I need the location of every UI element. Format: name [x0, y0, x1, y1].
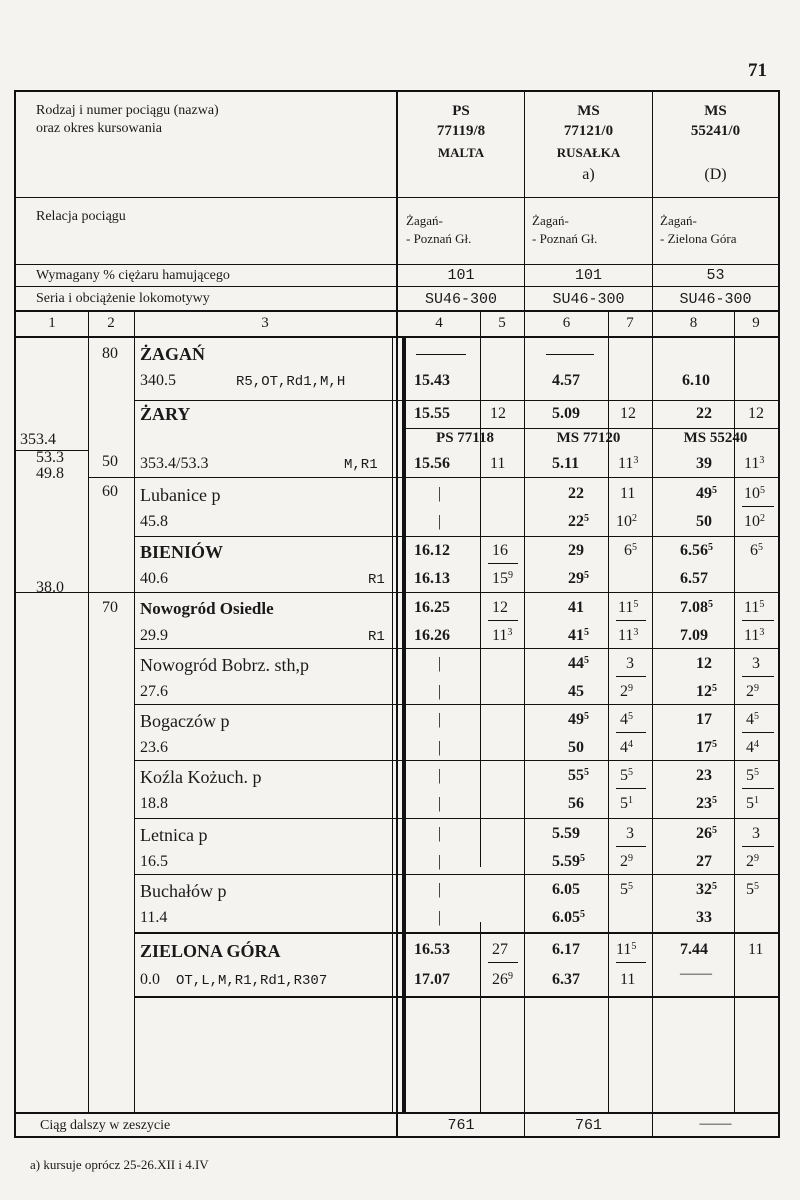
station-km: 353.4/53.3: [140, 455, 209, 472]
col-number-6: 6: [562, 315, 571, 331]
footer-row-label: Ciąg dalszy w zeszycie: [40, 1118, 171, 1133]
col1-value: 353.4: [20, 431, 56, 448]
time: 50: [696, 513, 712, 530]
train-3-number: 55241/0: [690, 123, 741, 139]
station-codes: R1: [368, 572, 385, 588]
loco-label: Seria i obciążenie lokomotywy: [36, 291, 210, 306]
train-3-category: MS: [704, 103, 727, 119]
minutes: $11^3$: [618, 455, 639, 472]
col-number-4: 4: [435, 315, 443, 331]
station-km: 40.6: [140, 570, 168, 587]
brake-value-3: 53: [706, 267, 725, 284]
minutes: $11^5$: [616, 941, 637, 958]
pass-mark: |: [438, 739, 442, 756]
minutes: 12: [492, 599, 508, 616]
time: 6.56$^5$: [680, 542, 713, 559]
time: 27: [696, 853, 712, 870]
train-1-name: MALTA: [437, 145, 485, 160]
station-codes: M,R1: [344, 457, 378, 473]
minutes: 3: [626, 825, 634, 842]
col-number-2: 2: [107, 315, 115, 331]
minutes: $5^5$: [620, 767, 633, 784]
minutes: $2^9$: [746, 683, 759, 700]
col-number-1: 1: [48, 315, 56, 331]
time: $44^5$: [568, 655, 589, 672]
return-train-1: PS 77118: [436, 430, 494, 446]
minutes: $11^5$: [618, 599, 639, 616]
col-number-9: 9: [752, 315, 760, 331]
page-number: 71: [748, 60, 767, 81]
pass-mark: |: [438, 655, 442, 672]
train-1-number: 77119/8: [436, 123, 486, 139]
col1-value: 38.0: [36, 579, 64, 596]
station-name: ZIELONA GÓRA: [140, 941, 281, 961]
time: $49^5$: [568, 711, 589, 728]
loco-value-3: SU46-300: [679, 291, 752, 308]
minutes: 12: [620, 405, 636, 422]
minutes: $5^1$: [620, 795, 633, 812]
relacja-1-from: Żagań-: [406, 213, 443, 228]
train-3-note: (D): [704, 166, 727, 183]
time: 50: [568, 739, 584, 756]
station-km: 29.9: [140, 627, 168, 644]
minutes: $5^5$: [746, 767, 759, 784]
pass-mark: |: [438, 795, 442, 812]
station-km: 340.5: [140, 372, 176, 389]
station-km: 0.0: [140, 971, 160, 988]
pass-mark: |: [438, 881, 442, 898]
time: $23^5$: [696, 795, 717, 812]
train-2-note: a): [582, 166, 595, 183]
time: 16.53: [414, 941, 450, 958]
time: 56: [568, 795, 584, 812]
return-train-2: MS 77120: [556, 430, 621, 446]
minutes: $2^9$: [746, 853, 759, 870]
time: 6.05: [552, 881, 580, 898]
time: $32^5$: [696, 881, 717, 898]
station-km: 45.8: [140, 513, 168, 530]
train-1-category: PS: [452, 103, 470, 119]
train-2-number: 77121/0: [563, 123, 614, 139]
station-name: Nowogród Bobrz. sth,p: [140, 655, 309, 675]
station-name: ŻAGAŃ: [140, 344, 206, 364]
loco-value-1: SU46-300: [424, 291, 497, 308]
minutes: 27: [492, 941, 508, 958]
relacja-label: Relacja pociągu: [36, 209, 126, 224]
pass-mark: |: [438, 767, 442, 784]
minutes: $11^3$: [492, 627, 513, 644]
time: 16.25: [414, 599, 450, 616]
station-name: Koźla Kożuch. p: [140, 767, 262, 787]
time: 6.17: [552, 941, 580, 958]
station-codes: R1: [368, 629, 385, 645]
speed-value: 50: [102, 453, 118, 470]
time: 4.57: [552, 372, 580, 389]
relacja-2-to: - Poznań Gł.: [532, 231, 598, 246]
col-number-8: 8: [689, 315, 698, 331]
pass-mark: |: [438, 513, 442, 530]
time: 6.57: [680, 570, 708, 587]
time: 5.09: [552, 405, 580, 422]
time: 16.26: [414, 627, 450, 644]
speed-value: 70: [102, 599, 118, 616]
minutes: 3: [626, 655, 634, 672]
minutes: $26^9$: [492, 971, 513, 988]
pass-mark: |: [438, 485, 442, 502]
time: 23: [696, 767, 712, 784]
minutes: $11^5$: [744, 599, 765, 616]
time: 39: [696, 455, 712, 472]
minutes: $2^9$: [620, 683, 633, 700]
time: 41: [568, 599, 584, 616]
time: $22^5$: [568, 513, 589, 530]
time: $29^5$: [568, 570, 589, 587]
relacja-3-to: - Zielona Góra: [660, 231, 737, 246]
time: 33: [696, 909, 712, 926]
col-number-3: 3: [261, 315, 269, 331]
station-name: Lubanice p: [140, 485, 221, 505]
station-name: Letnica p: [140, 825, 208, 845]
pass-mark: |: [438, 711, 442, 728]
time: 22: [696, 405, 712, 422]
station-codes: OT,L,M,R1,Rd1,R307: [176, 973, 328, 989]
time: $55^5$: [568, 767, 589, 784]
time: 45: [568, 683, 584, 700]
station-km: 18.8: [140, 795, 168, 812]
brake-label: Wymagany % ciężaru hamującego: [36, 268, 230, 283]
time: 16.13: [414, 570, 450, 587]
time: 5.59$^5$: [552, 853, 585, 870]
train-2-category: MS: [577, 103, 600, 119]
station-name: BIENIÓW: [140, 542, 224, 562]
time: 7.09: [680, 627, 708, 644]
speed-value: 60: [102, 483, 118, 500]
minutes: $6^5$: [750, 542, 763, 559]
pass-mark: |: [438, 909, 442, 926]
minutes: $5^5$: [746, 881, 759, 898]
minutes: $4^4$: [746, 739, 759, 756]
relacja-3-from: Żagań-: [660, 213, 697, 228]
pass-mark: |: [438, 853, 442, 870]
minutes: 12: [748, 405, 764, 422]
time: 5.11: [552, 455, 580, 472]
relacja-2-from: Żagań-: [532, 213, 569, 228]
return-train-3: MS 55240: [683, 430, 748, 446]
col1-value: 53.3: [36, 449, 64, 466]
pass-mark: |: [438, 825, 442, 842]
col1-value: 49.8: [36, 465, 64, 482]
station-km: 16.5: [140, 853, 168, 870]
time: 7.08$^5$: [680, 599, 713, 616]
station-name: Buchałów p: [140, 881, 227, 901]
minutes: 11: [620, 971, 636, 988]
minutes: 11: [620, 485, 636, 502]
time: 12: [696, 655, 712, 672]
loco-value-2: SU46-300: [552, 291, 625, 308]
footer-value-2: 761: [574, 1117, 602, 1134]
minutes: 11: [490, 455, 506, 472]
brake-value-2: 101: [574, 267, 602, 284]
station-codes: R5,OT,Rd1,M,H: [236, 374, 346, 390]
time: 7.44: [680, 941, 708, 958]
relacja-1-to: - Poznań Gł.: [406, 231, 472, 246]
time: $49^5$: [696, 485, 717, 502]
minutes: 3: [752, 655, 760, 672]
pass-mark: |: [438, 683, 442, 700]
station-name: ŻARY: [140, 404, 191, 424]
station-name: Bogaczów p: [140, 711, 230, 731]
time: 6.10: [682, 372, 710, 389]
minutes: $5^5$: [620, 881, 633, 898]
minutes: $6^5$: [624, 542, 637, 559]
minutes: $15^9$: [492, 570, 513, 587]
minutes: $4^4$: [620, 739, 633, 756]
time: 15.55: [414, 405, 450, 422]
time: 17.07: [414, 971, 450, 988]
time: $12^5$: [696, 683, 717, 700]
footer-value-3: ——: [699, 1115, 732, 1132]
minutes: 11: [748, 941, 764, 958]
minutes: 16: [492, 542, 508, 559]
minutes: 3: [752, 825, 760, 842]
minutes: 12: [490, 405, 506, 422]
time: 17: [696, 711, 712, 728]
train-2-name: RUSAŁKA: [556, 145, 621, 160]
time: ——: [680, 965, 712, 982]
time: 6.37: [552, 971, 580, 988]
time: 15.56: [414, 455, 450, 472]
minutes: $5^1$: [746, 795, 759, 812]
time: 16.12: [414, 542, 450, 559]
speed-value: 80: [102, 345, 118, 362]
minutes: $10^2$: [744, 513, 765, 530]
time: $26^5$: [696, 825, 717, 842]
time: 6.05$^5$: [552, 909, 585, 926]
station-name: Nowogród Osiedle: [140, 599, 274, 618]
time: $41^5$: [568, 627, 589, 644]
station-km: 23.6: [140, 739, 168, 756]
brake-value-1: 101: [447, 267, 475, 284]
time: 5.59: [552, 825, 580, 842]
col-number-7: 7: [626, 315, 634, 331]
minutes: $10^2$: [616, 513, 637, 530]
time: 29: [568, 542, 584, 559]
footnote: a) kursuje oprócz 25-26.XII i 4.IV: [30, 1157, 209, 1172]
time: 15.43: [414, 372, 450, 389]
timetable: [14, 90, 780, 1138]
col-number-5: 5: [498, 315, 506, 331]
minutes: $11^3$: [744, 627, 765, 644]
station-km: 27.6: [140, 683, 168, 700]
header-label-line2: oraz okres kursowania: [36, 121, 162, 136]
minutes: $4^5$: [620, 711, 633, 728]
minutes: $2^9$: [620, 853, 633, 870]
time: $17^5$: [696, 739, 717, 756]
header-label-line1: Rodzaj i numer pociągu (nazwa): [36, 103, 219, 118]
station-km: 11.4: [140, 909, 168, 926]
minutes: $11^3$: [744, 455, 765, 472]
minutes: $4^5$: [746, 711, 759, 728]
minutes: $10^5$: [744, 485, 765, 502]
footer-value-1: 761: [447, 1117, 475, 1134]
minutes: $11^3$: [618, 627, 639, 644]
time: 22: [568, 485, 584, 502]
